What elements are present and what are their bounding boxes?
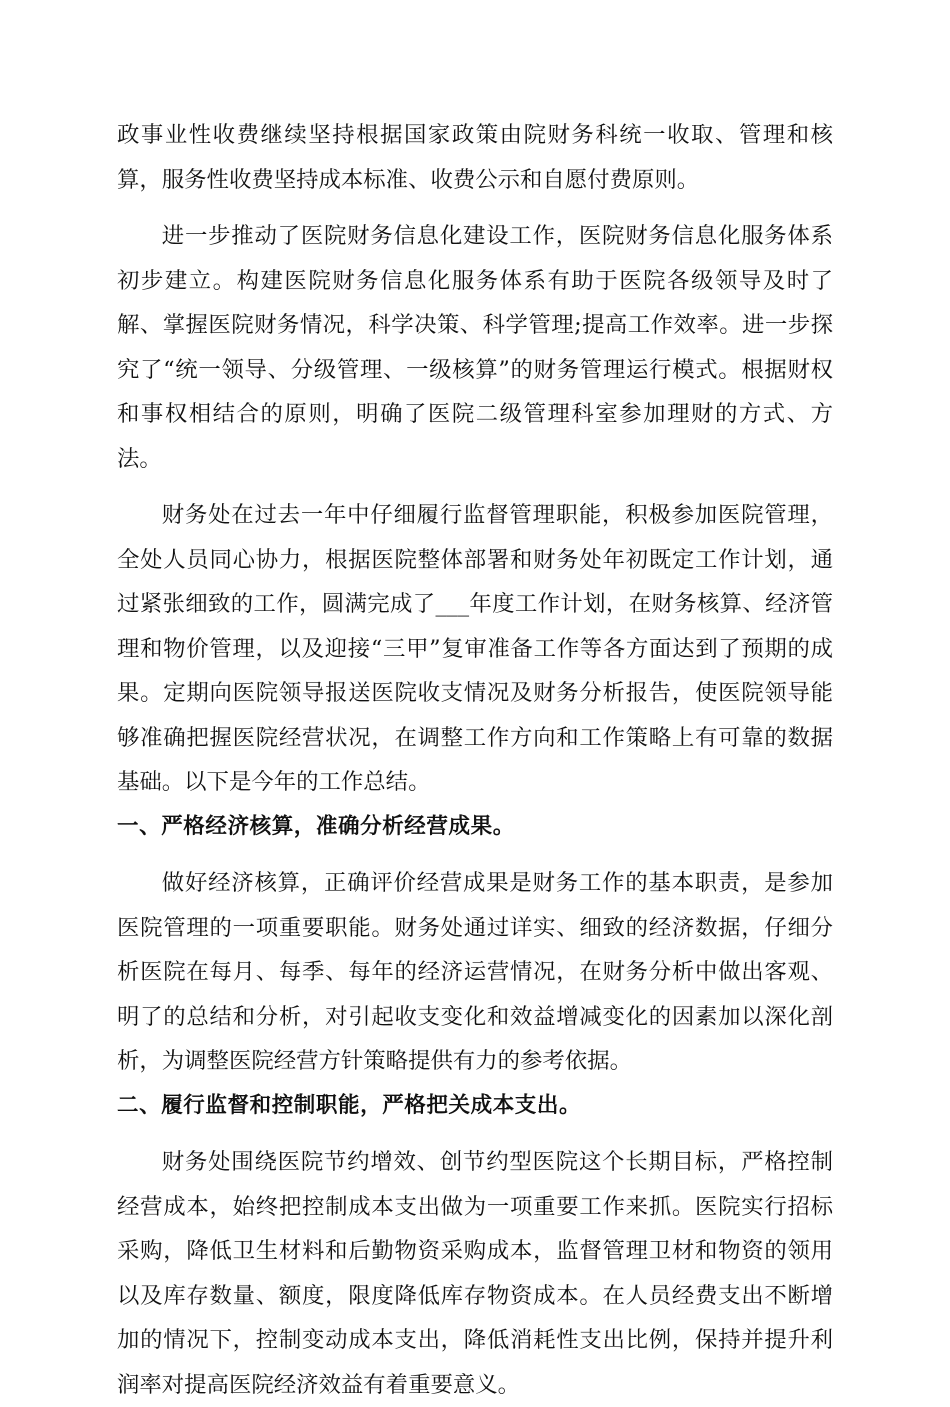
paragraph-finance-informatization: 进一步推动了医院财务信息化建设工作，医院财务信息化服务体系初步建立。构建医院财务信息化服务体系有助于医院各级领导及时了解、掌握医院财务情况，科学决策、科学管理;提高工作效率。进一步探究了“统一领导、分级管理、一级核算”的财务管理运行模式。根据财权和事权相结合的原则，明确了医院二级管理科室参加理财的方式、方法。 (117, 223, 833, 472)
section-heading-cost-control: 二、履行监督和控制职能，严格把关成本支出。 (117, 1092, 582, 1118)
paragraph-fee-policy: 政事业性收费继续坚持根据国家政策由院财务科统一收取、管理和核算，服务性收费坚持成本标准、收费公示和自愿付费原则。 (117, 122, 833, 193)
paragraph-annual-overview: 财务处在过去一年中仔细履行监督管理职能，积极参加医院管理，全处人员同心协力，根据医院整体部署和财务处年初既定工作计划，通过紧张细致的工作，圆满完成了___年度工作计划，在财务核算、经济管理和物价管理，以及迎接“三甲”复审准备工作等各方面达到了预期的成果。定期向医院领导报送医院收支情况及财务分析报告，使医院领导能够准确把握医院经营状况，在调整工作方向和工作策略上有可靠的数据基础。以下是今年的工作总结。 (117, 502, 833, 795)
section-heading-economic-accounting: 一、严格经济核算，准确分析经营成果。 (117, 813, 515, 839)
paragraph-economic-accounting: 做好经济核算，正确评价经营成果是财务工作的基本职责，是参加医院管理的一项重要职能。财务处通过详实、细致的经济数据，仔细分析医院在每月、每季、每年的经济运营情况，在财务分析中做出客观、明了的总结和分析，对引起收支变化和效益增减变化的因素加以深化剖析，为调整医院经营方针策略提供有力的参考依据。 (117, 870, 833, 1074)
paragraph-cost-control: 财务处围绕医院节约增效、创节约型医院这个长期目标，严格控制经营成本，始终把控制成本支出做为一项重要工作来抓。医院实行招标采购，降低卫生材料和后勤物资采购成本，监督管理卫材和物资的领用以及库存数量、额度，限度降低库存物资成本。在人员经费支出不断增加的情况下，控制变动成本支出，降低消耗性支出比例，保持并提升利润率对提高医院经济效益有着重要意义。 (117, 1149, 833, 1398)
document-body (117, 113, 833, 1407)
